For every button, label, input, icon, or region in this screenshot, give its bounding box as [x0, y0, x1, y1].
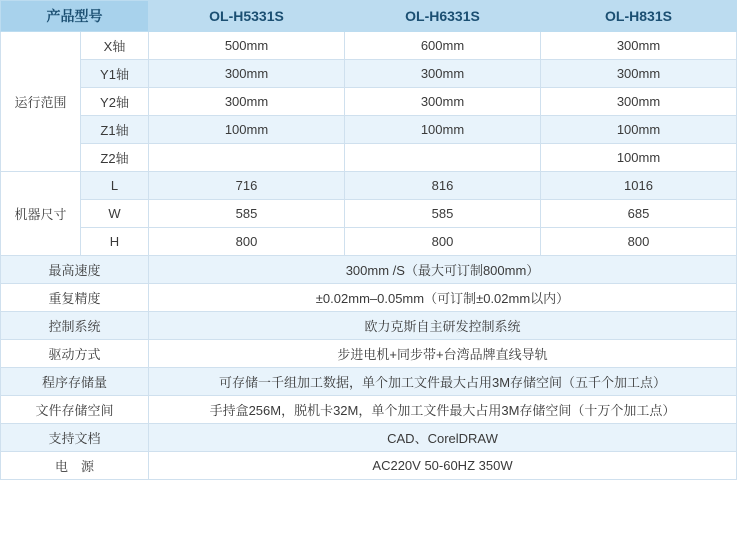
cell-x-axis-model-3: 300mm	[541, 32, 737, 60]
cell-height-model-2: 800	[345, 228, 541, 256]
spec-name-supported-formats: 支持文档	[1, 424, 149, 452]
header-model-2: OL-H6331S	[345, 1, 541, 32]
cell-height-model-3: 800	[541, 228, 737, 256]
cell-y2-axis-model-3: 300mm	[541, 88, 737, 116]
row-label-width: W	[81, 200, 149, 228]
spec-value-control-system: 欧力克斯自主研发控制系统	[149, 312, 737, 340]
cell-width-model-1: 585	[149, 200, 345, 228]
header-model-3: OL-H831S	[541, 1, 737, 32]
spec-name-drive-mode: 驱动方式	[1, 340, 149, 368]
cell-z2-axis-model-3: 100mm	[541, 144, 737, 172]
table-row	[1, 88, 737, 116]
spec-value-program-storage: 可存储一千组加工数据，单个加工文件最大占用3M存储空间（五千个加工点）	[149, 368, 737, 396]
cell-z1-axis-model-2: 100mm	[345, 116, 541, 144]
cell-y2-axis-model-1: 300mm	[149, 88, 345, 116]
spec-name-control-system: 控制系统	[1, 312, 149, 340]
table-row	[1, 172, 737, 200]
row-label-height: H	[81, 228, 149, 256]
table-row	[1, 32, 737, 60]
row-label-x-axis: X轴	[81, 32, 149, 60]
row-label-y2-axis: Y2轴	[81, 88, 149, 116]
table-header-row	[1, 1, 737, 32]
spec-value-file-storage: 手持盒256M，脱机卡32M，单个加工文件最大占用3M存储空间（十万个加工点）	[149, 396, 737, 424]
table-row	[1, 340, 737, 368]
table-row	[1, 396, 737, 424]
table-row	[1, 256, 737, 284]
table-row	[1, 284, 737, 312]
spec-name-file-storage: 文件存储空间	[1, 396, 149, 424]
cell-length-model-2: 816	[345, 172, 541, 200]
group-label-travel-range: 运行范围	[1, 32, 81, 172]
cell-y2-axis-model-2: 300mm	[345, 88, 541, 116]
table-row	[1, 452, 737, 480]
cell-x-axis-model-1: 500mm	[149, 32, 345, 60]
table-row	[1, 424, 737, 452]
table-row	[1, 312, 737, 340]
spec-name-repeat-accuracy: 重复精度	[1, 284, 149, 312]
header-model-1: OL-H5331S	[149, 1, 345, 32]
cell-z2-axis-model-1	[149, 144, 345, 172]
table-row	[1, 144, 737, 172]
spec-value-max-speed: 300mm /S（最大可订制800mm）	[149, 256, 737, 284]
spec-value-drive-mode: 步进电机+同步带+台湾品牌直线导轨	[149, 340, 737, 368]
row-label-y1-axis: Y1轴	[81, 60, 149, 88]
spec-name-max-speed: 最高速度	[1, 256, 149, 284]
cell-z1-axis-model-1: 100mm	[149, 116, 345, 144]
row-label-z2-axis: Z2轴	[81, 144, 149, 172]
spec-value-supported-formats: CAD、CorelDRAW	[149, 424, 737, 452]
group-label-machine-size: 机器尺寸	[1, 172, 81, 256]
cell-y1-axis-model-3: 300mm	[541, 60, 737, 88]
spec-name-power: 电 源	[1, 452, 149, 480]
table-row	[1, 200, 737, 228]
cell-x-axis-model-2: 600mm	[345, 32, 541, 60]
cell-length-model-1: 716	[149, 172, 345, 200]
spec-value-power: AC220V 50-60HZ 350W	[149, 452, 737, 480]
table-row	[1, 228, 737, 256]
header-product-model: 产品型号	[1, 1, 149, 32]
cell-z2-axis-model-2	[345, 144, 541, 172]
row-label-length: L	[81, 172, 149, 200]
cell-height-model-1: 800	[149, 228, 345, 256]
cell-width-model-2: 585	[345, 200, 541, 228]
cell-z1-axis-model-3: 100mm	[541, 116, 737, 144]
cell-width-model-3: 685	[541, 200, 737, 228]
cell-y1-axis-model-1: 300mm	[149, 60, 345, 88]
table-row	[1, 116, 737, 144]
table-row	[1, 368, 737, 396]
cell-y1-axis-model-2: 300mm	[345, 60, 541, 88]
cell-length-model-3: 1016	[541, 172, 737, 200]
table-row	[1, 60, 737, 88]
spec-name-program-storage: 程序存储量	[1, 368, 149, 396]
row-label-z1-axis: Z1轴	[81, 116, 149, 144]
spec-value-repeat-accuracy: ±0.02mm–0.05mm（可订制±0.02mm以内）	[149, 284, 737, 312]
